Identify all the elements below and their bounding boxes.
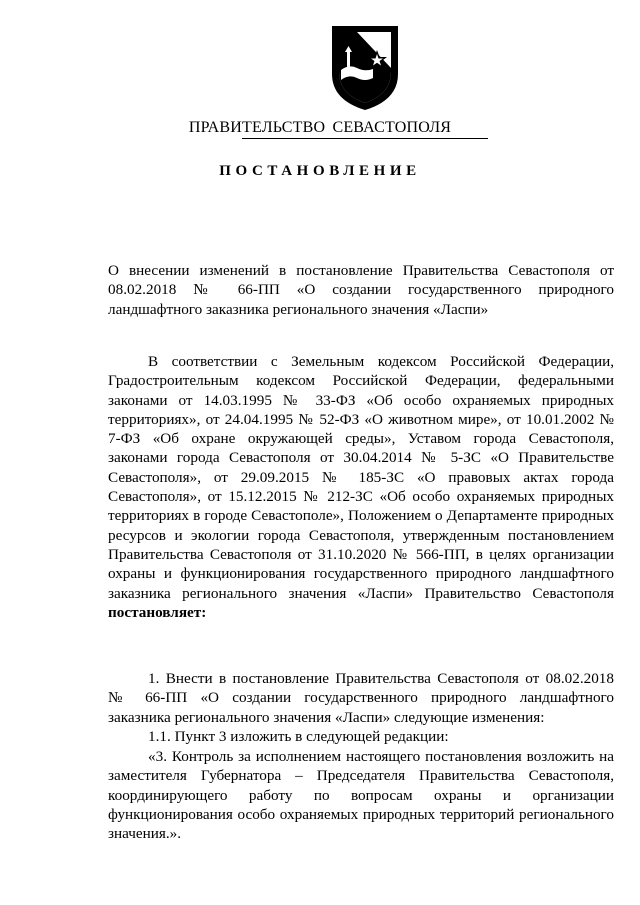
item-1-1 (108, 727, 614, 746)
government-name: ПРАВИТЕЛЬСТВО СЕВАСТОПОЛЯ (188, 119, 452, 136)
item-1-text: 1. Внести в постановление Правительства Севастополя от 08.02.2018 № 66-ПП «О создании государственного природного ландшафтного заказника регионального значения «Ласпи» следующие изменения: (108, 670, 614, 726)
header-divider (242, 138, 488, 139)
preamble-paragraph (108, 352, 614, 622)
document-type: ПОСТАНОВЛЕНИЕ (219, 163, 421, 179)
resolves-word: постановляет: (108, 603, 207, 621)
item-1 (108, 669, 614, 727)
sevastopol-coat-of-arms-icon (329, 22, 401, 112)
document-subject: О внесении изменений в постановление Правительства Севастополя от 08.02.2018 № 66-ПП «О создании государственного природного ландшафтного заказника регионального значения «Ласпи» (108, 262, 614, 318)
preamble (108, 352, 614, 622)
preamble-text: В соответствии с Земельным кодексом Российской Федерации, Градостроительным кодексом Российской Федерации, федеральными законами от 14.03.1995 № 33-ФЗ «Об особо охраняемых природных территориях», от 24.04.1995 № 52-ФЗ «О животном мире», от 10.01.2002 № 7-ФЗ «Об охране окружающей среды», Уставом города Севастополя, законами города Севастополя от 30.04.2014 № 5-ЗС «О Правительстве Севастополя», от 29.09.2015 № 185-ЗС «О правовых актах города Севастополя», от 15.12.2015 № 212-ЗС «Об особо охраняемых природных территориях в городе Севастополе», Положением о Департаменте природных ресурсов и экологии города Севастополя, утвержденным постановлением Правительства Севастополя от 31.10.2020 № 566-ПП, в целях организации охраны и функционирования государственного природного ландшафтного заказника регионального значения «Ласпи» Правительство Севастополя (108, 353, 614, 602)
item-1-1-text: 1.1. Пункт 3 изложить в следующей редакции: (148, 728, 449, 745)
item-3-quote-text: «3. Контроль за исполнением настоящего постановления возложить на заместителя Губернатора – Председателя Правительства Севастополя, координирующего работу по вопросам охраны и организации функционирования особо охраняемых природных территорий регионального значения.». (108, 748, 614, 843)
item-3-quote (108, 747, 614, 843)
